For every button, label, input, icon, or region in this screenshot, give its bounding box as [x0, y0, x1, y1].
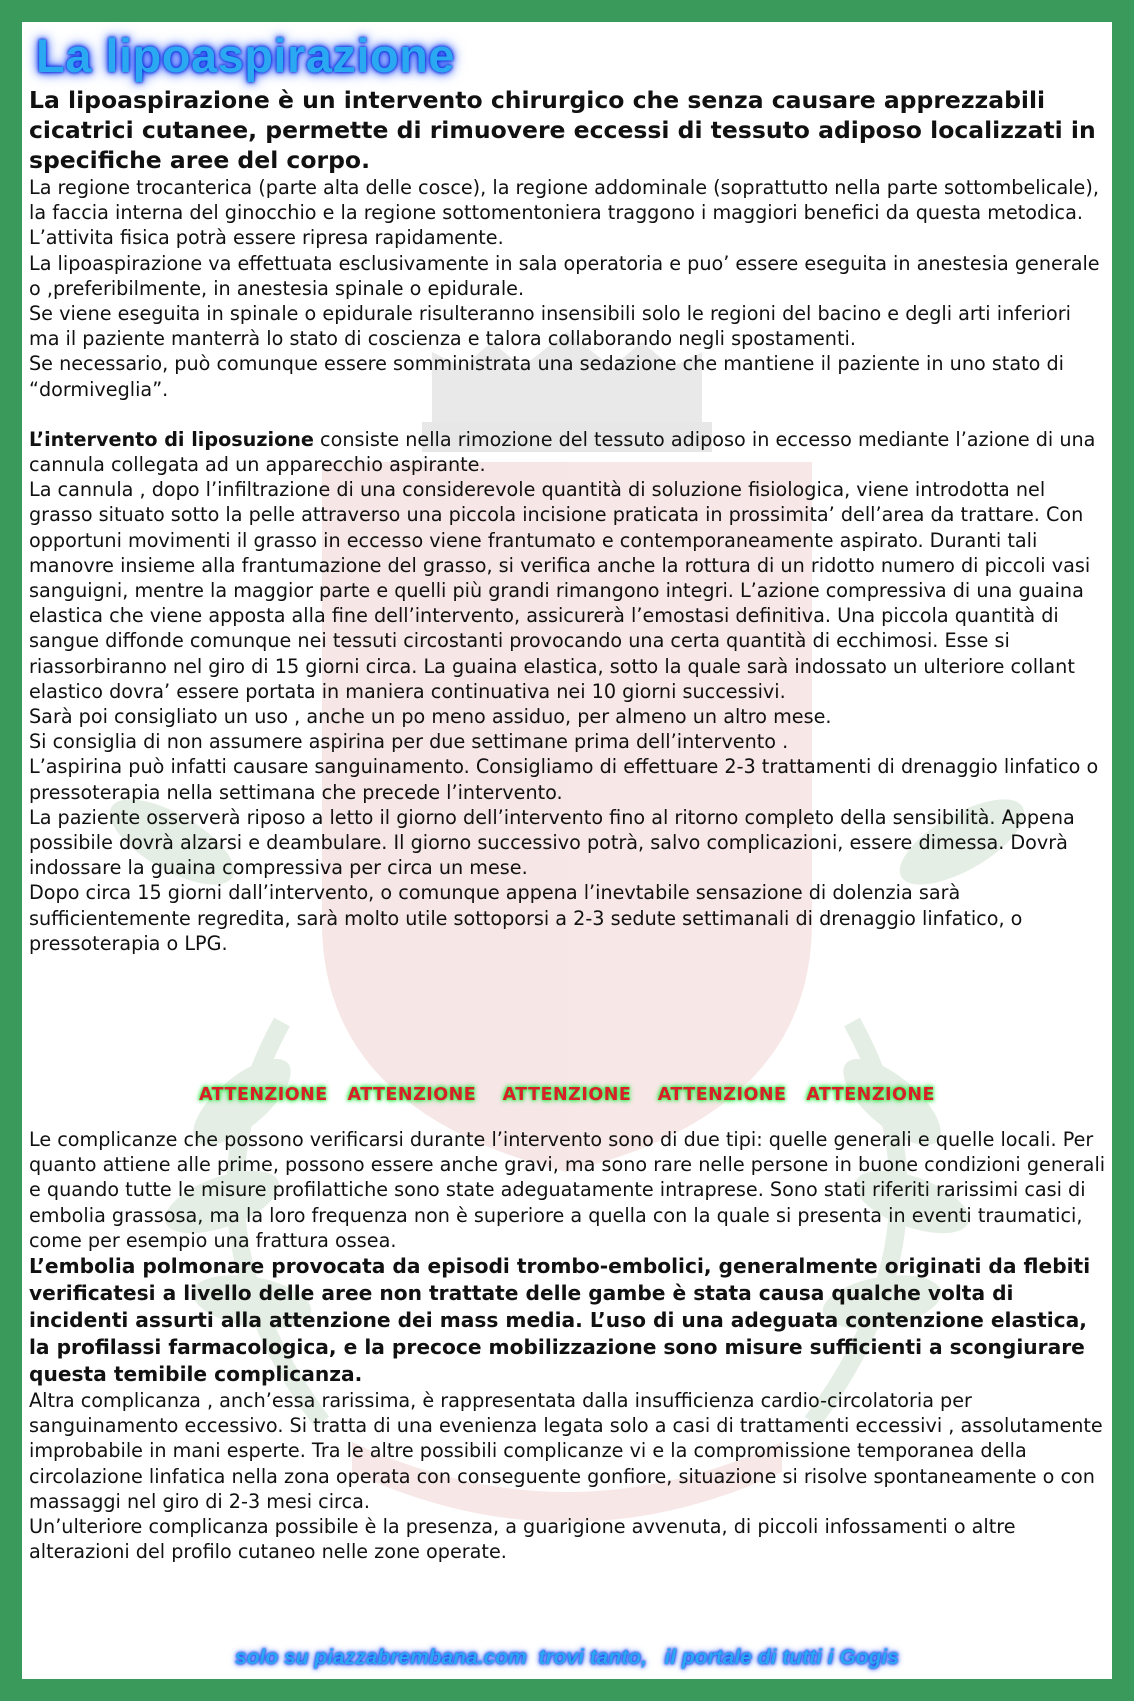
intervention-text: consiste nella rimozione del tessuto adiposo in eccesso mediante l’azione di una cannula collegata ad un apparecchio aspirante. [29, 427, 1096, 477]
attention-banner: ATTENZIONE ATTENZIONE ATTENZIONE ATTENZIONE ATTENZIONE [199, 1085, 935, 1105]
embolia-bold-paragraph: L’embolia polmonare provocata da episodi trombo-embolici, generalmente originati da flebiti verificatesi a livello delle aree non trattate delle gambe è stata causa qualche volta di incidenti assurti alla attenzione dei mass media. L’uso di una adeguata contenzione elastica, la profilassi farmacologica, e la precoce mobilizzazione sono misure sufficienti a scongiurare questa temibile complicanza. [29, 1254, 1091, 1387]
paragraph: Si consiglia di non assumere aspirina per due settimane prima dell’intervento . [29, 730, 789, 754]
paragraph: Le complicanze che possono verificarsi durante l’intervento sono di due tipi: quelle generali e quelle locali. Per quanto attiene alle prime, possono essere anche gravi, ma sono rare nelle persone in buone condizioni generali e quando tutte le misure profilattiche sono state adeguatamente intraprese. Sono stati riferiti rarissimi casi di embolia grassosa, ma la loro frequenza non è superiore a quella con la quale si presenta in eventi traumatici, come per esempio una frattura ossea. [29, 1128, 1106, 1252]
article-body [29, 85, 1107, 956]
paragraph: Un’ulteriore complicanza possibile è la presenza, a guarigione avvenuta, di piccoli infossamenti o altre alterazioni del profilo cutaneo nelle zone operate. [29, 1515, 1016, 1564]
paragraph: La regione trocanterica (parte alta delle cosce), la regione addominale (soprattutto nella parte sottombelicale), la faccia interna del ginocchio e la regione sottomentoniera traggono i maggiori benefici da questa metodica. L’attivita fisica potrà essere ripresa rapidamente. [29, 176, 1099, 250]
paragraph: Se viene eseguita in spinale o epidurale risulteranno insensibili solo le regioni del bacino e degli arti inferiori ma il paziente manterrà lo stato di coscienza e talora collaborando negli spostamenti. [29, 302, 1071, 351]
intervention-bold-lead: L’intervento di liposuzione [29, 427, 314, 451]
complications-section [29, 1127, 1107, 1564]
paragraph: La cannula , dopo l’infiltrazione di una considerevole quantità di soluzione fisiologica, viene introdotta nel grasso situato sotto la pelle attraverso una piccola incisione praticata in prossimita’ dell’area da trattare. Con opportuni movimenti il grasso in eccesso viene frantumato e contemporaneamente aspirato. Duranti tali manovre insieme alla frantumazione del grasso, si verifica anche la rottura di un ridotto numero di piccoli vasi sanguigni, mentre la maggior parte e quelli più grandi rimangono integri. L’azione compressiva di una guaina elastica che viene apposta alla fine dell’intervento, assicurerà l’emostasi definitiva. Una piccola quantità di sangue diffonde comunque nei tessuti circostanti provocando una certa quantità di ecchimosi. Esse si riassorbiranno nel giro di 15 giorni circa. La guaina elastica, sotto la quale sarà indossato un ulteriore collant elastico dovra’ essere portata in maniera continuativa nei 10 giorni successivi. [29, 478, 1091, 703]
intro-bold-paragraph: La lipoaspirazione è un intervento chirurgico che senza causare apprezzabili cicatrici cutanee, permette di rimuovere eccessi di tessuto adiposo localizzati in specifiche aree del corpo. [29, 86, 1096, 174]
paragraph: Sarà poi consigliato un uso , anche un po meno assiduo, per almeno un altro mese. [29, 705, 832, 729]
paragraph: Dopo circa 15 giorni dall’intervento, o comunque appena l’inevtabile sensazione di dolenzia sarà sufficientemente regredita, sarà molto utile sottoporsi a 2-3 sedute settimanali di drenaggio linfatico, o pressoterapia o LPG. [29, 881, 1023, 955]
paragraph: Altra complicanza , anch’essa rarissima, è rappresentata dalla insufficienza cardio-circolatoria per sanguinamento eccessivo. Si tratta di una evenienza legata solo a casi di trattamenti eccessivi , assolutamente improbabile in mani esperte. Tra le altre possibili complicanze vi e la compromissione temporanea della circolazione linfatica nella zona operata con conseguente gonfiore, situazione si risolve spontaneamente o con massaggi nel giro di 2-3 mesi circa. [29, 1389, 1103, 1513]
intervention-paragraph [29, 427, 1107, 477]
spacer [29, 402, 1107, 427]
page-frame [22, 22, 1112, 1679]
page-title: La lipoaspirazione [36, 29, 456, 82]
footer-promo: solo su piazzabrembana.com trovi tanto, il portale di tutti i Gogis [235, 1646, 899, 1669]
paragraph: La lipoaspirazione va effettuata esclusivamente in sala operatoria e puo’ essere eseguita in anestesia generale o ,preferibilmente, in anestesia spinale o epidurale. [29, 251, 1100, 300]
paragraph: Se necessario, può comunque essere somministrata una sedazione che mantiene il paziente in uno stato di “dormiveglia”. [29, 352, 1064, 401]
paragraph: L’aspirina può infatti causare sanguinamento. Consigliamo di effettuare 2-3 trattamenti di drenaggio linfatico o pressoterapia nella settimana che precede l’intervento. [29, 755, 1099, 804]
paragraph: La paziente osserverà riposo a letto il giorno dell’intervento fino al ritorno completo della sensibilità. Appena possibile dovrà alzarsi e deambulare. Il giorno successivo potrà, salvo complicazioni, essere dimessa. Dovrà indossare la guaina compressiva per circa un mese. [29, 805, 1075, 880]
